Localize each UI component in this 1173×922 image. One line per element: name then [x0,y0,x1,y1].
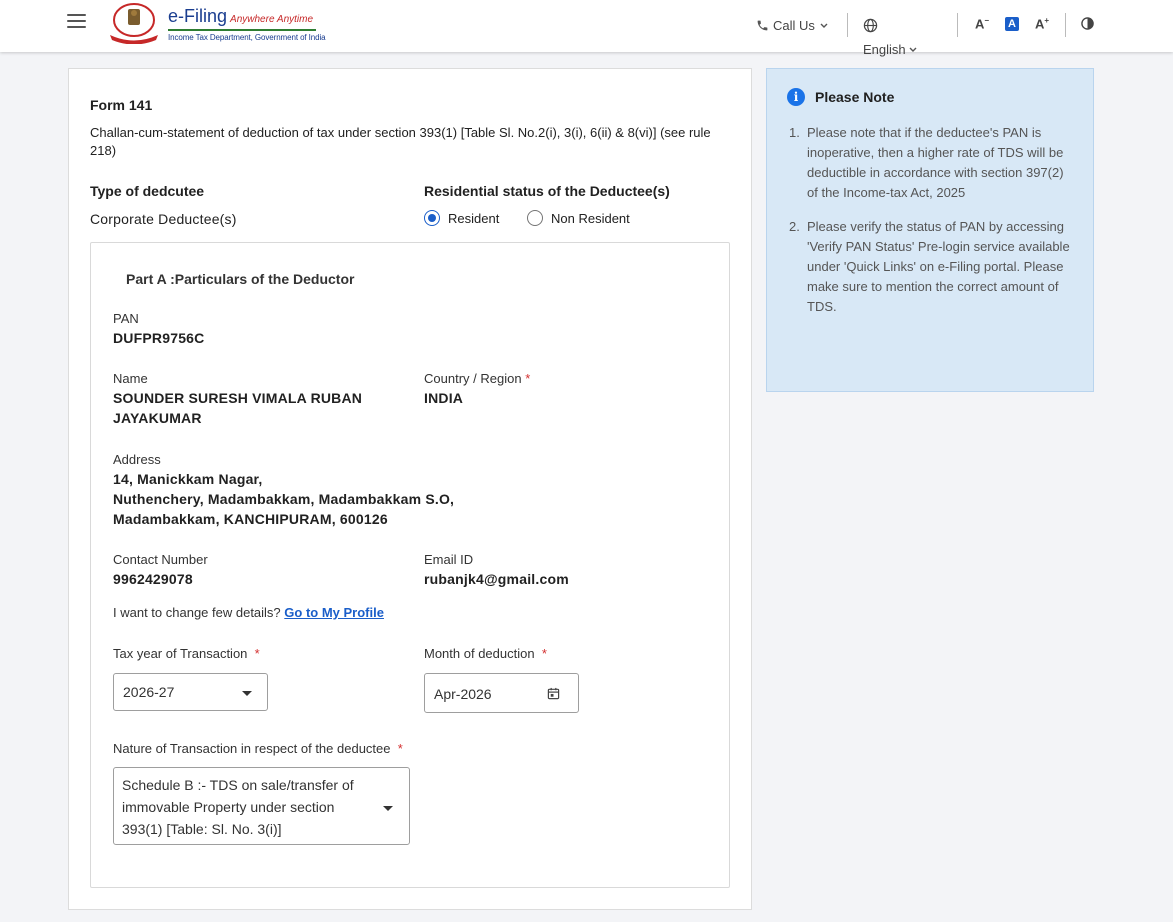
required-mark: * [397,741,403,756]
country-value: INDIA [424,390,464,406]
note-title: Please Note [815,89,895,105]
go-to-profile-link[interactable]: Go to My Profile [284,605,384,620]
phone-icon [756,19,769,32]
change-details-row [113,605,384,620]
residential-status-label: Residential status of the Deductee(s) [424,183,670,199]
language-dropdown[interactable] [863,42,918,57]
address-label: Address [113,452,161,467]
nature-label [113,741,403,756]
address-line-3: Madambakkam, KANCHIPURAM, 600126 [113,511,388,527]
font-normal-label: A [1008,18,1016,30]
address-line-2: Nuthenchery, Madambakkam, Madambakkam S.O, [113,491,455,507]
part-a-section [90,242,730,888]
brand-title: e-Filing [168,6,228,26]
font-decrease-label: A [975,16,985,32]
note-list [789,123,1074,331]
language-label: English [863,42,906,57]
month-label-text: Month of deduction [424,646,535,661]
country-label [424,371,530,386]
address-line-1: 14, Manickkam Nagar, [113,471,263,487]
divider [847,13,848,37]
nature-line-3: 393(1) [Table: Sl. No. 3(i)] [122,821,282,837]
radio-resident-circle[interactable] [424,210,440,226]
pan-value: DUFPR9756C [113,330,205,346]
radio-non-resident[interactable] [527,210,630,226]
emblem-logo [104,2,164,44]
month-label [424,646,547,661]
nature-line-2: immovable Property under section [122,799,335,815]
divider [1065,13,1066,37]
name-value [113,388,362,428]
deductee-type-value: Corporate Deductee(s) [90,211,237,227]
info-icon: i [787,88,805,106]
globe-icon[interactable] [863,18,878,33]
note-item-number: 1. [789,125,800,140]
required-mark: * [525,371,531,386]
font-decrease-button[interactable]: A− [975,16,990,32]
form-card [68,68,752,910]
address-value [113,469,454,529]
brand-tagline: Anywhere Anytime [230,14,314,25]
nature-value [122,774,372,840]
dropdown-caret-icon [383,806,393,811]
contrast-icon[interactable] [1081,17,1094,30]
note-item-text: Please note that if the deductee's PAN is inoperative, then a higher rate of TDS will be deductible in accordance with section 397(2) of the Income-tax Act, 2025 [807,125,1064,200]
divider [957,13,958,37]
calendar-icon[interactable] [547,687,560,700]
email-label: Email ID [424,552,474,567]
contact-label: Contact Number [113,552,208,567]
change-details-text: I want to change few details? [113,605,281,620]
radio-non-resident-circle[interactable] [527,210,543,226]
name-label: Name [113,371,148,386]
font-normal-button[interactable] [1005,17,1019,31]
brand-underline [168,29,316,31]
form-title: Form 141 [90,97,153,113]
tax-year-label [113,646,260,661]
form-description: Challan-cum-statement of deduction of tax under section 393(1) [Table Sl. No.2(i), 3(i), 6(ii) & 8(vi)] (see rule 218) [90,125,711,158]
contact-value: 9962429078 [113,571,193,587]
required-mark: * [541,646,547,661]
chevron-down-icon [819,21,829,31]
brand-subtitle: Income Tax Department, Government of India [168,33,326,42]
month-date-picker[interactable] [424,673,579,713]
month-value: Apr-2026 [434,686,492,702]
note-item-number: 2. [789,219,800,234]
part-a-title: Part A :Particulars of the Deductor [126,271,355,287]
call-us-label: Call Us [773,18,815,33]
note-item [789,217,1074,317]
radio-resident-label: Resident [448,210,500,226]
radio-resident[interactable] [424,210,499,226]
tax-year-value: 2026-27 [123,684,175,700]
name-line-2: JAYAKUMAR [113,410,202,426]
dropdown-caret-icon [242,691,252,696]
email-value: rubanjk4@gmail.com [424,571,569,587]
pan-label: PAN [113,311,139,326]
nature-label-text: Nature of Transaction in respect of the deductee [113,741,391,756]
font-increase-button[interactable]: A+ [1035,16,1050,32]
deductee-type-label: Type of dedcutee [90,183,205,199]
note-item-text: Please verify the status of PAN by accessing 'Verify PAN Status' Pre-login service available under 'Quick Links' on e-Filing portal. Please make sure to mention the correct amount of TDS. [807,219,1070,314]
note-item [789,123,1074,203]
tax-year-label-text: Tax year of Transaction [113,646,248,661]
note-header [787,88,894,106]
brand[interactable] [168,6,326,42]
name-line-1: SOUNDER SURESH VIMALA RUBAN [113,390,363,406]
font-increase-label: A [1035,16,1045,32]
tax-year-select[interactable] [113,673,268,711]
nature-of-transaction-select[interactable] [113,767,410,845]
country-label-text: Country / Region [424,371,522,386]
radio-non-resident-label: Non Resident [551,210,630,226]
nature-line-1: Schedule B :- TDS on sale/transfer of [122,777,354,793]
call-us-dropdown[interactable] [756,18,829,33]
menu-icon[interactable] [67,14,86,30]
please-note-panel [766,68,1094,392]
required-mark: * [254,646,260,661]
chevron-down-icon [908,45,918,55]
top-header [0,0,1173,57]
